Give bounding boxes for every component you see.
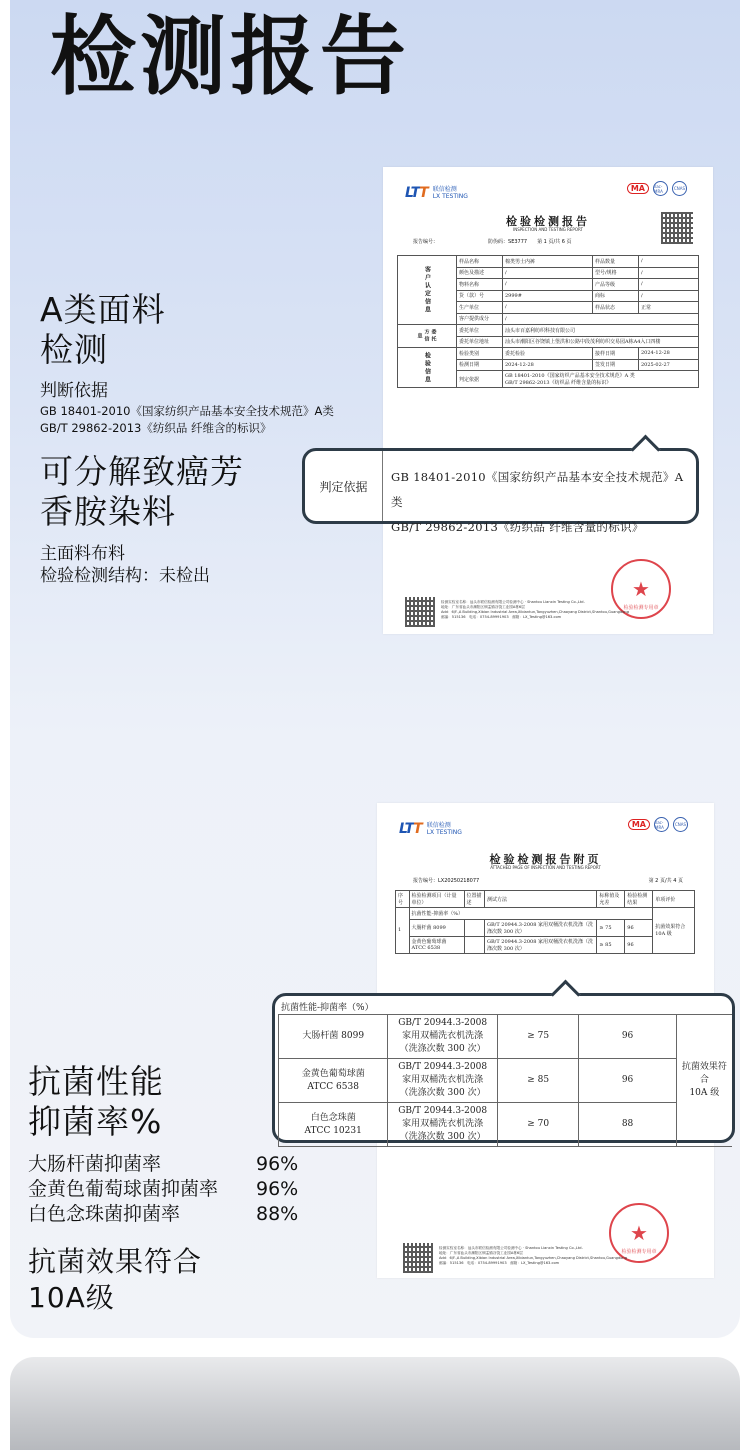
official-stamp-2: ★ 检验检测专用章 (609, 1203, 669, 1263)
logo-en: LX TESTING (432, 193, 468, 200)
basis-callout-value: GB 18401-2010《国家纺织产品基本安全技术规范》A 类 GB/T 29862-2013《纺织品 纤维含量的标识》 (391, 470, 684, 534)
attached-report-number: 报告编号：LX20250218077 (413, 878, 480, 884)
cnas-mark: CNAS (672, 181, 687, 196)
result-lines: 主面料布料 检验检测结构：未检出 (40, 544, 210, 586)
report-meta (413, 238, 571, 245)
attached-table: 序号 检验检测项目（计量单位） 位置描述 测试方法 标称值及允差 检验检测结果 单项评价 1 抗菌性能-抑菌率（%） 抗菌效果符合 10A 级 大肠杆菌 8099 GB/T 20944.3-2008 家用双桶洗衣机洗涤（洗涤次数 300 次） ≥ 75 96 金黄色葡萄球菌 ATCC 6538 GB/T 20944.3-2008 家用双桶洗衣机洗涤（洗涤次数 300 次） ≥ 85 96 (395, 890, 695, 954)
next-section-image (10, 1357, 740, 1450)
lx-testing-logo-2: LTT 联信检测 LX TESTING (399, 821, 462, 837)
basis-callout (302, 448, 699, 534)
table-row: 大肠杆菌 8099 GB/T 20944.3-2008 家用双桶洗衣机洗涤 （洗涤次数 300 次） ≥ 75 96 抗菌效果符合 10A 级 (279, 1015, 733, 1059)
report-footer-2: 检测实验室名称：汕头市联信检测有限公司检测中心 · Shantou Lianxin Testing Co.,Ltd. 地址：广东省汕头市潮阳区铜盂镇谷饶工业园A栋6层 Add：6/F.,A Building,Xibian Industrial Area,Xibiantun,Tongyuzhen,Chaoyang District,Shantou,Guangdong 邮编：515136 电话：0754-89991903 邮箱：LX_Testing@163.com (439, 1246, 627, 1265)
group-client: 客户认定信息 (398, 256, 457, 325)
conclusion: 抗菌效果符合 10A级 (28, 1245, 203, 1314)
lx-testing-logo: LTT 联信检测 LX TESTING (405, 185, 468, 201)
antibacterial-table (278, 1014, 732, 1147)
page-title: 检测报告 (50, 7, 410, 107)
section1-heading: A类面料 检测 (40, 290, 166, 369)
report-subtitle: INSPECTION AND TESTING REPORT (513, 227, 583, 232)
footer-qr-code-2 (403, 1243, 433, 1273)
section2-heading: 抗菌性能 抑菌率% (28, 1062, 164, 1141)
footer-qr-code (405, 597, 435, 627)
rate-item: 金黄色葡萄球菌抑菌率 96% (28, 1178, 299, 1200)
report-info-table: 客户认定信息 样品名称 棉类男士内裤 样品数量 / 颜色及描述 / 型号/规格 / 物料名称 / 产品等级 / 货（款）号 2999# 商标 / 生产单位 / 样品状态 正常 客户提供成分 / 委托方信息 委托单位 汕头市百嘉利纺织科技有限公司 委托单位地址 汕头市潮阳区谷饶镇上堡洪和公路中段茂利纺织交易园A栋A4入口四楼 检验信息 检验类别 委托检验 接样日期 2024-12-28 检测日期 2024-12-28 签发日期 2025-02-27 判定依据 GB 18401-2010《国家纺织产品基本安全技术规范》A 类 GB/T 29862-2013《纺织品 纤维含量的标识》 (397, 255, 699, 388)
table-row: 金黄色葡萄球菌 ATCC 6538 GB/T 20944.3-2008 家用双桶洗衣机洗涤 （洗涤次数 300 次） ≥ 85 96 (279, 1059, 733, 1103)
official-stamp: ★ 检验检测专用章 (611, 559, 671, 619)
report-title: 检验检测报告 (506, 215, 590, 228)
table-row: 白色念珠菌 ATCC 10231 GB/T 20944.3-2008 家用双桶洗衣机洗涤 （洗涤次数 300 次） ≥ 70 88 (279, 1103, 733, 1147)
group-test: 检验信息 (398, 348, 457, 388)
certification-marks (627, 181, 687, 196)
basis-title: 判断依据 (40, 381, 108, 401)
attached-subtitle: ATTACHED PAGE OF INSPECTION AND TESTING REPORT (490, 865, 601, 870)
rate-item: 大肠杆菌抑菌率 96% (28, 1153, 299, 1175)
group-consign: 委托方信息 (398, 325, 457, 348)
basis-callout-label: 判定依据 (305, 451, 383, 521)
attached-page-number: 第 2 页/共 4 页 (648, 878, 683, 884)
attached-meta (413, 877, 683, 884)
anti-fake-code: 防伪码：SE3777 (488, 239, 528, 245)
report-footer: 检测实验室名称：汕头市联信检测有限公司检测中心 · Shantou Lianxin Testing Co.,Ltd. 地址：广东省汕头市潮阳区铜盂镇谷饶工业园A栋6层 Add：6/F.,A Building,Xibian Industrial Area,Xibiantun,Tongyuzhen,Chaoyang District,Shantou,Guangdong 邮编：515136 电话：0754-89991903 邮箱：LX_Testing@163.com (441, 600, 629, 619)
certification-marks-2: MA ilac-MRA CNAS (628, 817, 688, 832)
antibacterial-callout-caption: 抗菌性能-抑菌率（%） (281, 1003, 374, 1013)
basis-lines: GB 18401-2010《国家纺织产品基本安全技术规范》A类 GB/T 29862-2013《纺织品 纤维含的标识》 (40, 404, 334, 435)
ilac-mark: ilac-MRA (653, 181, 668, 196)
inspection-report-image (383, 167, 713, 634)
rate-item: 白色念珠菌抑菌率 88% (28, 1203, 299, 1225)
antibacterial-callout (272, 993, 735, 1143)
attached-title: 检验检测报告附页 (489, 853, 602, 866)
section1-heading2: 可分解致癌芳 香胺染料 (40, 452, 244, 531)
logo-name: 联信检测 (432, 186, 457, 193)
report-number: 报告编号： (413, 239, 439, 245)
cma-mark: MA (627, 183, 649, 194)
page-number: 第 1 页/共 6 页 (537, 239, 572, 245)
